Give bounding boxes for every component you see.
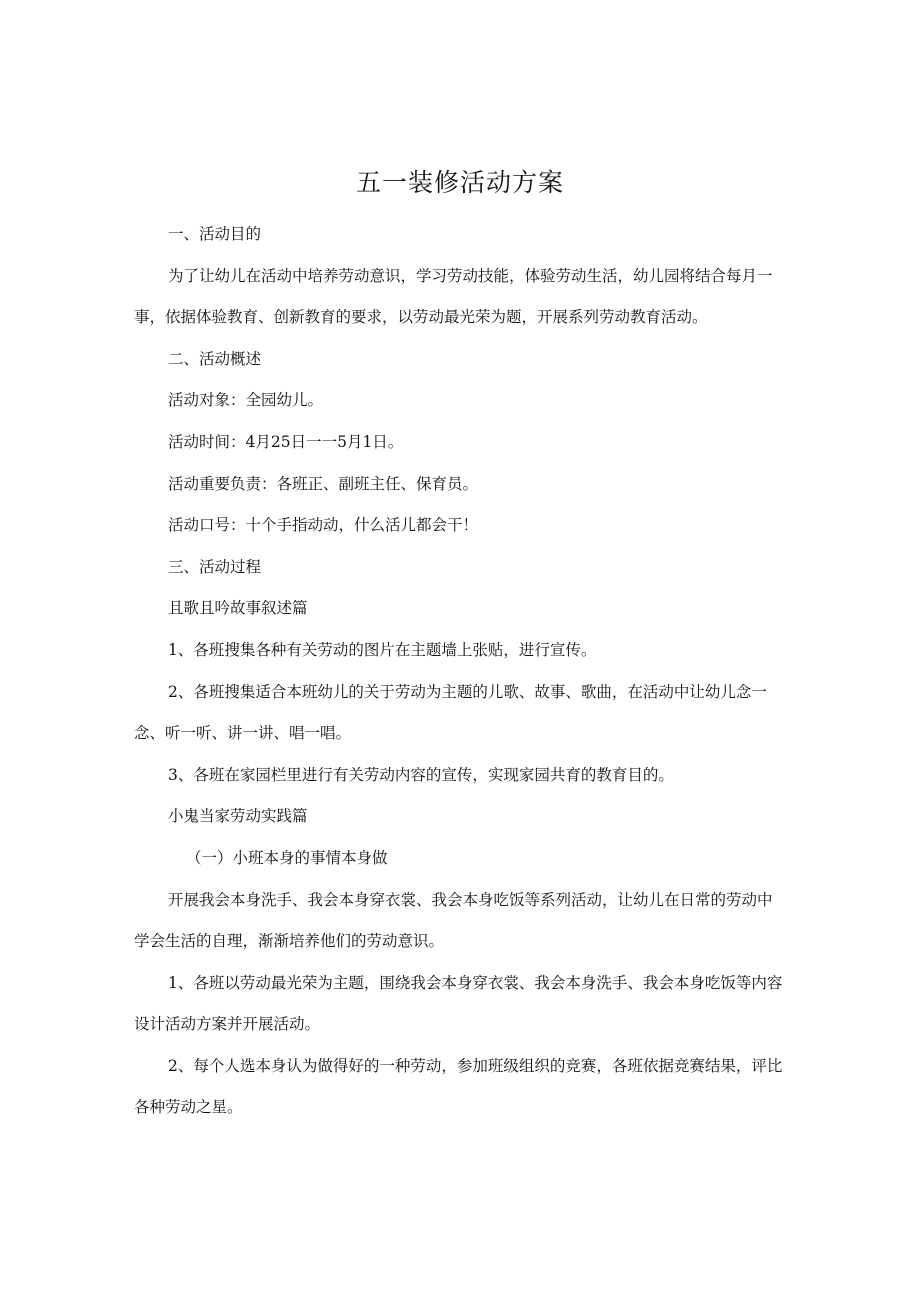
list-item: 2、每个人选本身认为做得好的一种劳动，参加班级组织的竞赛，各班依据竞赛结果，评比各种劳动之星。 — [134, 1056, 783, 1117]
subsection-heading-story: 且歌且吟故事叙述篇 — [168, 599, 308, 618]
sub-heading-small-class: （一）小班本身的事情本身做 — [186, 848, 388, 867]
list-item: 1、各班搜集各种有关劳动的图片在主题墙上张贴，进行宣传。 — [168, 640, 597, 659]
list-item: 2、各班搜集适合本班幼儿的关于劳动为主题的儿歌、故事、歌曲，在活动中让幼儿念一念、听一听、讲一讲、唱一唱。 — [134, 682, 767, 743]
paragraph-small-class: 开展我会本身洗手、我会本身穿衣裳、我会本身吃饭等系列活动，让幼儿在日常的劳动中学会生活的自理，渐渐培养他们的劳动意识。 — [134, 890, 773, 951]
overview-responsible: 活动重要负责：各班正、副班主任、保育员。 — [168, 474, 479, 493]
paragraph-purpose: 为了让幼儿在活动中培养劳动意识，学习劳动技能，体验劳动生活，幼儿园将结合每月一事，依据体验教育、创新教育的要求，以劳动最光荣为题，开展系列劳动教育活动。 — [134, 266, 773, 327]
list-item: 1、各班以劳动最光荣为主题，围绕我会本身穿衣裳、我会本身洗手、我会本身吃饭等内容设计活动方案并开展活动。 — [134, 973, 783, 1034]
overview-target: 活动对象：全园幼儿。 — [168, 391, 324, 410]
overview-time: 活动时间：4月25日一一5月1日。 — [168, 432, 404, 451]
list-item: 3、各班在家园栏里进行有关劳动内容的宣传，实现家园共育的教育目的。 — [168, 765, 674, 784]
document-body — [134, 214, 786, 1129]
subsection-heading-practice: 小鬼当家劳动实践篇 — [168, 807, 308, 826]
section-heading-purpose: 一、活动目的 — [168, 225, 262, 243]
section-heading-overview: 二、活动概述 — [168, 349, 262, 368]
document-title: 五一装修活动方案 — [355, 168, 564, 197]
section-heading-process: 三、活动过程 — [168, 557, 262, 576]
overview-slogan: 活动口号：十个手指动动，什么活儿都会干！ — [168, 516, 479, 535]
